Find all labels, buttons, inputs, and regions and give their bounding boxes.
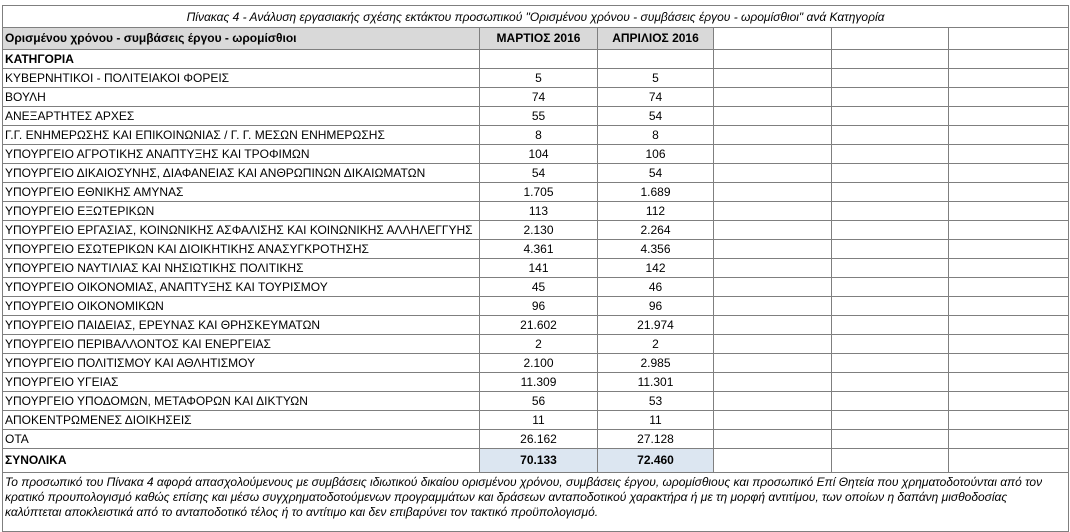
march-value-cell: 45 [480, 278, 598, 297]
empty-cell [949, 240, 1069, 259]
category-cell: ΑΠΟΚΕΝΤΡΩΜΕΝΕΣ ΔΙΟΙΚΗΣΕΙΣ [3, 411, 480, 430]
march-value-cell: 1.705 [480, 183, 598, 202]
april-value-cell: 11.301 [598, 373, 714, 392]
empty-cell [949, 278, 1069, 297]
march-value-cell: 2.100 [480, 354, 598, 373]
march-value-cell: 26.162 [480, 430, 598, 449]
empty-cell [832, 50, 949, 69]
empty-cell [832, 259, 949, 278]
empty-cell [714, 240, 832, 259]
april-value-cell: 106 [598, 145, 714, 164]
april-value-cell: 54 [598, 164, 714, 183]
empty-cell [949, 50, 1069, 69]
category-cell: ΥΠΟΥΡΓΕΙΟ ΕΞΩΤΕΡΙΚΩΝ [3, 202, 480, 221]
table-row [3, 183, 1069, 202]
empty-cell [714, 221, 832, 240]
empty-cell [832, 240, 949, 259]
empty-cell [949, 126, 1069, 145]
empty-cell [714, 145, 832, 164]
march-value-cell: 2.130 [480, 221, 598, 240]
empty-cell [949, 373, 1069, 392]
empty-cell [949, 107, 1069, 126]
april-value-cell: 53 [598, 392, 714, 411]
empty-cell [949, 411, 1069, 430]
category-cell: ΟΤΑ [3, 430, 480, 449]
april-value-cell: 21.974 [598, 316, 714, 335]
empty-cell [598, 50, 714, 69]
empty-cell [714, 316, 832, 335]
empty-cell [714, 164, 832, 183]
table-row [3, 335, 1069, 354]
category-cell: ΥΠΟΥΡΓΕΙΟ ΕΣΩΤΕΡΙΚΩΝ ΚΑΙ ΔΙΟΙΚΗΤΙΚΗΣ ΑΝΑΣΥΓΚΡΟΤΗΣΗΣ [3, 240, 480, 259]
subheader-category: ΚΑΤΗΓΟΡΙΑ [3, 50, 480, 69]
category-cell: ΥΠΟΥΡΓΕΙΟ ΑΓΡΟΤΙΚΗΣ ΑΝΑΠΤΥΞΗΣ ΚΑΙ ΤΡΟΦΙΜΩΝ [3, 145, 480, 164]
empty-cell [832, 69, 949, 88]
empty-cell [832, 28, 949, 50]
table-row [3, 164, 1069, 183]
empty-cell [480, 50, 598, 69]
category-cell: ΥΠΟΥΡΓΕΙΟ ΠΕΡΙΒΑΛΛΟΝΤΟΣ ΚΑΙ ΕΝΕΡΓΕΙΑΣ [3, 335, 480, 354]
march-value-cell: 8 [480, 126, 598, 145]
empty-cell [714, 335, 832, 354]
category-cell: ΑΝΕΞΑΡΤΗΤΕΣ ΑΡΧΕΣ [3, 107, 480, 126]
category-cell: ΥΠΟΥΡΓΕΙΟ ΝΑΥΤΙΛΙΑΣ ΚΑΙ ΝΗΣΙΩΤΙΚΗΣ ΠΟΛΙΤΙΚΗΣ [3, 259, 480, 278]
header-col-march: ΜΑΡΤΙΟΣ 2016 [480, 28, 598, 50]
empty-cell [832, 183, 949, 202]
empty-cell [714, 430, 832, 449]
empty-cell [714, 373, 832, 392]
march-value-cell: 96 [480, 297, 598, 316]
table-row [3, 202, 1069, 221]
empty-cell [832, 392, 949, 411]
header-col-april: ΑΠΡΙΛΙΟΣ 2016 [598, 28, 714, 50]
empty-cell [832, 126, 949, 145]
category-cell: ΥΠΟΥΡΓΕΙΟ ΠΟΛΙΤΙΣΜΟΥ ΚΑΙ ΑΘΛΗΤΙΣΜΟΥ [3, 354, 480, 373]
table-row [3, 411, 1069, 430]
table-row [3, 88, 1069, 107]
empty-cell [714, 50, 832, 69]
empty-cell [832, 164, 949, 183]
march-value-cell: 21.602 [480, 316, 598, 335]
april-value-cell: 96 [598, 297, 714, 316]
april-value-cell: 2.264 [598, 221, 714, 240]
march-value-cell: 11.309 [480, 373, 598, 392]
category-cell: ΥΠΟΥΡΓΕΙΟ ΟΙΚΟΝΟΜΙΑΣ, ΑΝΑΠΤΥΞΗΣ ΚΑΙ ΤΟΥΡΙΣΜΟΥ [3, 278, 480, 297]
empty-cell [949, 164, 1069, 183]
empty-cell [714, 259, 832, 278]
empty-cell [832, 107, 949, 126]
april-value-cell: 8 [598, 126, 714, 145]
empty-cell [832, 202, 949, 221]
empty-cell [832, 335, 949, 354]
march-value-cell: 54 [480, 164, 598, 183]
april-value-cell: 2 [598, 335, 714, 354]
empty-cell [949, 392, 1069, 411]
table-row [3, 126, 1069, 145]
empty-cell [714, 183, 832, 202]
table-row [3, 392, 1069, 411]
total-april: 72.460 [598, 449, 714, 473]
header-main-label: Ορισμένου χρόνου - συμβάσεις έργου - ωρομίσθιοι [3, 28, 480, 50]
table-row [3, 373, 1069, 392]
march-value-cell: 56 [480, 392, 598, 411]
table-row [3, 278, 1069, 297]
table-row [3, 430, 1069, 449]
empty-cell [714, 107, 832, 126]
empty-cell [714, 411, 832, 430]
empty-cell [949, 221, 1069, 240]
table-row [3, 240, 1069, 259]
april-value-cell: 112 [598, 202, 714, 221]
empty-cell [949, 354, 1069, 373]
empty-cell [949, 69, 1069, 88]
data-table [2, 5, 1069, 532]
empty-cell [714, 69, 832, 88]
march-value-cell: 55 [480, 107, 598, 126]
category-cell: ΒΟΥΛΗ [3, 88, 480, 107]
empty-cell [949, 449, 1069, 473]
table-row [3, 354, 1069, 373]
category-cell: ΥΠΟΥΡΓΕΙΟ ΥΠΟΔΟΜΩΝ, ΜΕΤΑΦΟΡΩΝ ΚΑΙ ΔΙΚΤΥΩΝ [3, 392, 480, 411]
empty-cell [949, 259, 1069, 278]
empty-cell [714, 28, 832, 50]
empty-cell [949, 145, 1069, 164]
category-cell: ΥΠΟΥΡΓΕΙΟ ΟΙΚΟΝΟΜΙΚΩΝ [3, 297, 480, 316]
empty-cell [714, 126, 832, 145]
empty-cell [832, 145, 949, 164]
april-value-cell: 5 [598, 69, 714, 88]
march-value-cell: 4.361 [480, 240, 598, 259]
table-title: Πίνακας 4 - Ανάλυση εργασιακής σχέσης εκτάκτου προσωπικού "Ορισμένου χρόνου - συμβάσεις έργου - ωρομίσθιοι" ανά Κατηγορία [3, 6, 1069, 28]
category-cell: ΥΠΟΥΡΓΕΙΟ ΥΓΕΙΑΣ [3, 373, 480, 392]
empty-cell [949, 316, 1069, 335]
empty-cell [714, 202, 832, 221]
empty-cell [714, 278, 832, 297]
table-row [3, 316, 1069, 335]
empty-cell [832, 354, 949, 373]
category-cell: ΥΠΟΥΡΓΕΙΟ ΠΑΙΔΕΙΑΣ, ΕΡΕΥΝΑΣ ΚΑΙ ΘΡΗΣΚΕΥΜΑΤΩΝ [3, 316, 480, 335]
empty-cell [832, 449, 949, 473]
empty-cell [949, 202, 1069, 221]
category-cell: ΚΥΒΕΡΝΗΤΙΚΟΙ - ΠΟΛΙΤΕΙΑΚΟΙ ΦΟΡΕΙΣ [3, 69, 480, 88]
table-row [3, 297, 1069, 316]
april-value-cell: 4.356 [598, 240, 714, 259]
category-cell: ΥΠΟΥΡΓΕΙΟ ΕΡΓΑΣΙΑΣ, ΚΟΙΝΩΝΙΚΗΣ ΑΣΦΑΛΙΣΗΣ ΚΑΙ ΚΟΙΝΩΝΙΚΗΣ ΑΛΛΗΛΕΓΓΥΗΣ [3, 221, 480, 240]
empty-cell [832, 278, 949, 297]
total-march: 70.133 [480, 449, 598, 473]
april-value-cell: 1.689 [598, 183, 714, 202]
april-value-cell: 74 [598, 88, 714, 107]
empty-cell [949, 28, 1069, 50]
table-row [3, 69, 1069, 88]
april-value-cell: 11 [598, 411, 714, 430]
table-row [3, 221, 1069, 240]
empty-cell [714, 449, 832, 473]
empty-cell [832, 297, 949, 316]
empty-cell [714, 392, 832, 411]
empty-cell [714, 354, 832, 373]
category-cell: Γ.Γ. ΕΝΗΜΕΡΩΣΗΣ ΚΑΙ ΕΠΙΚΟΙΝΩΝΙΑΣ / Γ. Γ. ΜΕΣΩΝ ΕΝΗΜΕΡΩΣΗΣ [3, 126, 480, 145]
april-value-cell: 46 [598, 278, 714, 297]
empty-cell [714, 88, 832, 107]
category-cell: ΥΠΟΥΡΓΕΙΟ ΕΘΝΙΚΗΣ ΑΜΥΝΑΣ [3, 183, 480, 202]
empty-cell [832, 411, 949, 430]
empty-cell [832, 430, 949, 449]
empty-cell [949, 297, 1069, 316]
april-value-cell: 54 [598, 107, 714, 126]
footnote: Το προσωπικό του Πίνακα 4 αφορά απασχολούμενους με συμβάσεις ιδιωτικού δικαίου ορισμένου χρόνου, συμβάσεις έργου, ωρομίσθιους και προσωπικό Επί Θητεία που χρηματοδοτούνται από τον κρατικό προυπολογισμό καθώς επίσης και μέσω συγχρηματοδοτούμενων προγραμμάτων και δράσεων ανταποδοτικού χαρακτήρα ή με τη μορφή αντιτίμου, των οποίων η δαπάνη μισθοδοσίας καλύπτεται αποκλειστικά από το ανταποδοτικό τέλος ή το αντίτιμο και δεν επιβαρύνει τον τακτικό προϋπολογισμό. [3, 473, 1069, 532]
march-value-cell: 74 [480, 88, 598, 107]
march-value-cell: 104 [480, 145, 598, 164]
empty-cell [832, 221, 949, 240]
march-value-cell: 2 [480, 335, 598, 354]
march-value-cell: 5 [480, 69, 598, 88]
march-value-cell: 141 [480, 259, 598, 278]
empty-cell [949, 335, 1069, 354]
table-row [3, 145, 1069, 164]
empty-cell [949, 183, 1069, 202]
empty-cell [832, 316, 949, 335]
march-value-cell: 113 [480, 202, 598, 221]
empty-cell [832, 88, 949, 107]
empty-cell [832, 373, 949, 392]
table-row [3, 259, 1069, 278]
category-cell: ΥΠΟΥΡΓΕΙΟ ΔΙΚΑΙΟΣΥΝΗΣ, ΔΙΑΦΑΝΕΙΑΣ ΚΑΙ ΑΝΘΡΩΠΙΝΩΝ ΔΙΚΑΙΩΜΑΤΩΝ [3, 164, 480, 183]
empty-cell [949, 430, 1069, 449]
table-row [3, 107, 1069, 126]
april-value-cell: 142 [598, 259, 714, 278]
empty-cell [949, 88, 1069, 107]
march-value-cell: 11 [480, 411, 598, 430]
april-value-cell: 27.128 [598, 430, 714, 449]
april-value-cell: 2.985 [598, 354, 714, 373]
total-label: ΣΥΝΟΛΙΚΑ [3, 449, 480, 473]
empty-cell [714, 297, 832, 316]
